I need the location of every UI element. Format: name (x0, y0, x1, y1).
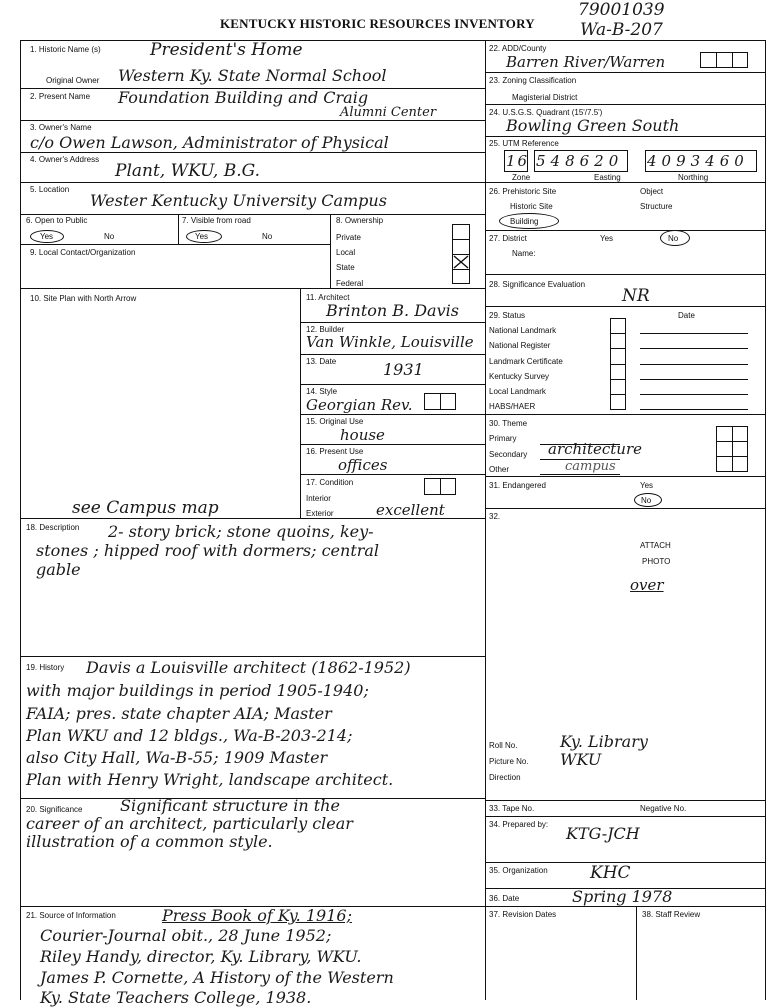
architect-value[interactable]: Brinton B. Davis (326, 301, 459, 320)
county-label: 22. ADD/County (489, 44, 547, 53)
historic-name-label: 1. Historic Name (s) (30, 45, 101, 54)
district-yes[interactable]: Yes (600, 234, 614, 243)
organization-value[interactable]: KHC (590, 863, 631, 883)
builder-label: 12. Builder (306, 325, 345, 334)
district-no[interactable]: No (668, 234, 679, 243)
owners-address-value[interactable]: Plant, WKU, B.G. (115, 161, 261, 181)
endangered-yes[interactable]: Yes (640, 481, 654, 490)
description-line-3[interactable]: gable (36, 560, 81, 579)
present-name-value[interactable]: Foundation Building and Craig (118, 88, 369, 107)
owners-name-label: 3. Owner's Name (30, 123, 92, 132)
utm-label: 25. UTM Reference (489, 139, 559, 148)
utm-northing-value[interactable]: 4093460 (647, 152, 749, 170)
district-label: 27. District (489, 234, 527, 243)
significance-line-2[interactable]: career of an architect, particularly clear (26, 814, 353, 833)
location-value[interactable]: Wester Kentucky University Campus (90, 191, 387, 210)
source-line-2[interactable]: Courier-Journal obit., 28 June 1952; (40, 926, 332, 945)
visible-no[interactable]: No (262, 232, 273, 241)
location-label: 5. Location (30, 185, 70, 194)
picture-no-label: Picture No. (489, 757, 529, 766)
building-option[interactable]: Building (510, 217, 539, 226)
original-owner-label: Original Owner (46, 76, 100, 85)
picture-no-value[interactable]: WKU (560, 750, 602, 769)
prepared-by-value[interactable]: KTG-JCH (566, 824, 640, 843)
utm-easting-label: Easting (594, 173, 621, 182)
source-line-1[interactable]: Press Book of Ky. 1916; (162, 906, 352, 925)
visible-from-road-label: 7. Visible from road (182, 216, 251, 225)
quadrant-value[interactable]: Bowling Green South (506, 116, 680, 135)
architect-label: 11. Architect (306, 293, 350, 302)
description-label: 18. Description (26, 523, 80, 532)
zoning-label: 23. Zoning Classification (489, 76, 577, 85)
source-label: 21. Source of Information (26, 911, 116, 920)
status-local-landmark: Local Landmark (489, 387, 546, 396)
significance-evaluation-label: 28. Significance Evaluation (489, 280, 586, 289)
source-line-3[interactable]: Riley Handy, director, Ky. Library, WKU. (40, 947, 362, 966)
original-use-label: 15. Original Use (306, 417, 364, 426)
attach-label: ATTACH (640, 541, 671, 550)
county-value[interactable]: Barren River/Warren (506, 53, 666, 71)
source-line-5[interactable]: Ky. State Teachers College, 1938. (40, 988, 312, 1007)
owners-address-label: 4. Owner's Address (30, 155, 100, 164)
condition-exterior: Exterior (306, 509, 334, 518)
significance-label: 20. Significance (26, 805, 83, 814)
status-label: 29. Status (489, 311, 526, 320)
roll-no-value[interactable]: Ky. Library (560, 732, 648, 751)
theme-other-value[interactable]: campus (565, 459, 616, 474)
style-value[interactable]: Georgian Rev. (306, 396, 413, 414)
history-line-6[interactable]: Plan with Henry Wright, landscape architect. (26, 770, 394, 789)
date-prepared-label: 36. Date (489, 894, 520, 903)
ownership-federal: Federal (336, 279, 364, 288)
history-line-3[interactable]: FAIA; pres. state chapter AIA; Master (26, 704, 332, 723)
status-habs-haer: HABS/HAER (489, 402, 536, 411)
style-label: 14. Style (306, 387, 338, 396)
photo-section-label: 32. (489, 512, 501, 521)
source-line-4[interactable]: James P. Cornette, A History of the Western (40, 968, 394, 987)
present-name-label: 2. Present Name (30, 92, 91, 101)
magisterial-district-label: Magisterial District (512, 93, 578, 102)
condition-label: 17. Condition (306, 478, 354, 487)
right-border (765, 40, 766, 1000)
history-label: 19. History (26, 663, 65, 672)
utm-northing-label: Northing (678, 173, 709, 182)
theme-secondary: Secondary (489, 450, 528, 459)
corner-site-id: Wa-B-207 (580, 20, 663, 40)
prehistoric-site-label: 26. Prehistoric Site (489, 187, 557, 196)
site-plan-value[interactable]: see Campus map (72, 498, 219, 518)
original-owner-value[interactable]: Western Ky. State Normal School (118, 66, 387, 85)
ownership-local: Local (336, 248, 356, 257)
status-national-register: National Register (489, 341, 551, 350)
ownership-private: Private (336, 233, 361, 242)
roll-no-label: Roll No. (489, 741, 518, 750)
date-value[interactable]: 1931 (383, 360, 424, 379)
revision-dates-label: 37. Revision Dates (489, 910, 557, 919)
theme-value[interactable]: architecture (548, 440, 643, 458)
status-kentucky-survey: Kentucky Survey (489, 372, 550, 381)
open-public-yes[interactable]: Yes (40, 232, 54, 241)
status-landmark-certificate: Landmark Certificate (489, 357, 563, 366)
top-rule (20, 40, 765, 41)
history-line-5[interactable]: also City Hall, Wa-B-55; 1909 Master (26, 748, 328, 767)
utm-easting-value[interactable]: 548620 (536, 152, 624, 170)
photo-label: PHOTO (642, 557, 671, 566)
ownership-label: 8. Ownership (336, 216, 384, 225)
prepared-by-label: 34. Prepared by: (489, 820, 549, 829)
organization-label: 35. Organization (489, 866, 548, 875)
quadrant-label: 24. U.S.G.S. Quadrant (15'/7.5') (489, 108, 603, 117)
builder-value[interactable]: Van Winkle, Louisville (306, 333, 474, 351)
historic-site-option[interactable]: Historic Site (510, 202, 553, 211)
corner-number: 79001039 (578, 0, 665, 20)
ownership-state-check-icon (453, 255, 469, 269)
significance-line-1[interactable]: Significant structure in the (120, 796, 340, 815)
description-line-2[interactable]: stones ; hipped roof with dormers; central (36, 541, 380, 560)
utm-zone-label: Zone (512, 173, 531, 182)
endangered-label: 31. Endangered (489, 481, 546, 490)
condition-value[interactable]: excellent (376, 501, 445, 519)
site-plan-label: 10. Site Plan with North Arrow (30, 294, 137, 303)
date-label: 13. Date (306, 357, 337, 366)
theme-label: 30. Theme (489, 419, 528, 428)
endangered-no[interactable]: No (641, 496, 652, 505)
district-name-label: Name: (512, 249, 536, 258)
photo-over-note[interactable]: over (630, 576, 664, 594)
original-use-value[interactable]: house (340, 426, 385, 444)
utm-zone-value[interactable]: 16 (506, 152, 530, 170)
local-contact-label: 9. Local Contact/Organization (30, 248, 136, 257)
historic-name-value[interactable]: President's Home (150, 40, 303, 60)
staff-review-label: 38. Staff Review (642, 910, 701, 919)
open-to-public-label: 6. Open to Public (26, 216, 88, 225)
direction-label: Direction (489, 773, 521, 782)
significance-evaluation-value[interactable]: NR (622, 286, 650, 306)
condition-interior: Interior (306, 494, 331, 503)
county-code-boxes[interactable] (700, 52, 748, 68)
structure-option[interactable]: Structure (640, 202, 673, 211)
history-line-2[interactable]: with major buildings in period 1905-1940; (26, 681, 369, 700)
tape-no-label: 33. Tape No. (489, 804, 535, 813)
status-national-landmark: National Landmark (489, 326, 557, 335)
significance-line-3[interactable]: illustration of a common style. (26, 832, 273, 851)
left-border (20, 40, 21, 1000)
visible-yes[interactable]: Yes (195, 232, 209, 241)
description-line-1[interactable]: 2- story brick; stone quoins, key- (108, 522, 374, 541)
open-public-no[interactable]: No (104, 232, 115, 241)
date-prepared-value[interactable]: Spring 1978 (572, 887, 673, 906)
main-column-divider (485, 40, 486, 1000)
present-use-value[interactable]: offices (338, 456, 388, 474)
object-option[interactable]: Object (640, 187, 664, 196)
status-date-label: Date (678, 311, 695, 320)
present-name-value-2[interactable]: Alumni Center (340, 105, 437, 120)
ownership-state: State (336, 263, 355, 272)
negative-no-label: Negative No. (640, 804, 687, 813)
present-use-label: 16. Present Use (306, 447, 364, 456)
theme-primary: Primary (489, 434, 517, 443)
history-line-4[interactable]: Plan WKU and 12 bldgs., Wa-B-203-214; (26, 726, 353, 745)
owners-name-value[interactable]: c/o Owen Lawson, Administrator of Physical (30, 133, 389, 152)
form-title: KENTUCKY HISTORIC RESOURCES INVENTORY (220, 16, 535, 31)
theme-other: Other (489, 465, 510, 474)
history-line-1[interactable]: Davis a Louisville architect (1862-1952) (86, 658, 411, 677)
